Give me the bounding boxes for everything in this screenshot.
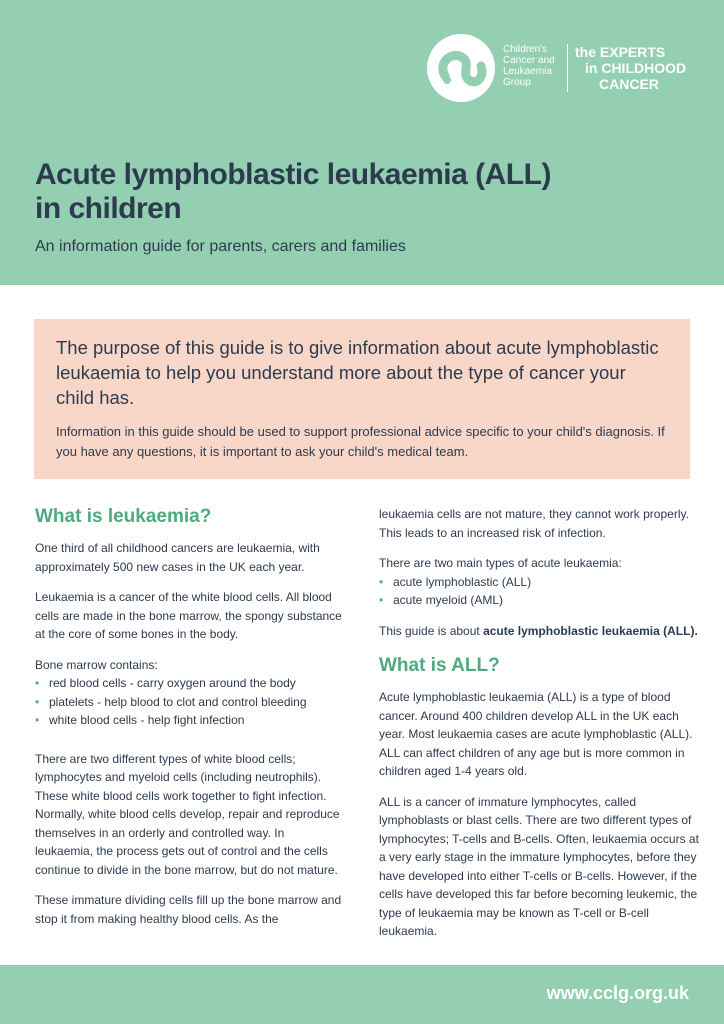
logo-tag-line: CANCER [599,76,659,92]
guide-about-text: This guide is about [379,623,484,638]
list-item: • platelets - help blood to clot and control bleeding [35,693,345,712]
list-intro: There are two main types of acute leukaemia: [379,556,622,570]
page-title-line: Acute lymphoblastic leukaemia (ALL) [35,158,551,191]
callout-note: Information in this guide should be used to support professional advice specific to your child's diagnosis. If you have any questions, it is important to ask your child's medical team. [56,424,665,459]
paragraph: ALL is a cancer of immature lymphocytes, called lymphoblasts or blast cells. There are two different types of lymphocytes; T-cells and B-cells. Often, leukaemia occurs at a very early stage in the immature lymphocytes, before they have developed into either T-cells or B-cells. However, if the cells have developed this far before becoming leukemic, the type of leukaemia may be known as T-cell or B-cell leukaemia. [379,794,699,938]
paragraph: One third of all childhood cancers are leukaemia, with approximately 500 new cases in the UK each year. [35,541,320,574]
purpose-callout [34,319,690,479]
list-item: • acute lymphoblastic (ALL) [379,573,699,592]
section-heading-leukaemia: What is leukaemia? [35,506,212,527]
cclg-swirl-icon [425,32,497,104]
list-item: • acute myeloid (AML) [379,591,699,610]
website-link[interactable]: www.cclg.org.uk [546,983,689,1003]
logo-tag-line: the EXPERTS [575,44,666,60]
page-title-line: in children [35,192,182,225]
logo-tag-line: in CHILDHOOD [585,60,687,76]
paragraph: There are two different types of white blood cells; lymphocytes and myeloid cells (including neutrophils). These white blood cells work together to fight infection. Normally, white blood cells develop, repair and reproduce themselves in an orderly and controlled way. In leukaemia, the process gets out of control and the cells continue to divide in the bone marrow, but do not mature. [35,751,340,877]
right-column [379,505,699,953]
paragraph: Leukaemia is a cancer of the white blood cells. All blood cells are made in the bone marrow, the spongy substance at the core of some bones in the body. [35,590,342,641]
section-heading-all: What is ALL? [379,655,500,676]
paragraph: These immature dividing cells fill up the bone marrow and stop it from making healthy blood cells. As the [35,893,342,926]
footer-band [0,965,724,1024]
list-intro: Bone marrow contains: [35,657,158,672]
page-title [35,158,655,226]
paragraph: Acute lymphoblastic leukaemia (ALL) is a type of blood cancer. Around 400 children develop ALL in the UK each year. Most leukaemia cases are acute lymphoblastic (ALL). ALL can affect children of any age but is more common in children aged 1-4 years old. [379,690,693,778]
cclg-logo[interactable] [425,30,695,105]
paragraph: leukaemia cells are not mature, they cannot work properly. This leads to an increased risk of infection. [379,507,689,540]
paragraph [379,622,699,641]
header-band [0,0,724,285]
list-item: • red blood cells - carry oxygen around the body [35,674,345,693]
guide-about-bold: acute lymphoblastic leukaemia (ALL). [483,623,698,638]
logo-tagline [575,44,686,92]
logo-org-line: Children's [503,44,548,55]
logo-org-line: Leukaemia [503,66,552,77]
bone-marrow-list [35,674,345,730]
left-column [35,505,345,940]
logo-org-line: Cancer and [503,55,555,66]
page-subtitle: An information guide for parents, carers and families [35,238,406,255]
leukaemia-types-list [379,573,699,610]
logo-org-name [503,44,573,88]
list-item: • white blood cells - help fight infection [35,711,345,730]
logo-org-line: Group [503,77,531,88]
logo-divider [567,44,568,92]
callout-lead: The purpose of this guide is to give information about acute lymphoblastic leukaemia to help you understand more about the type of cancer your child has. [56,337,659,408]
